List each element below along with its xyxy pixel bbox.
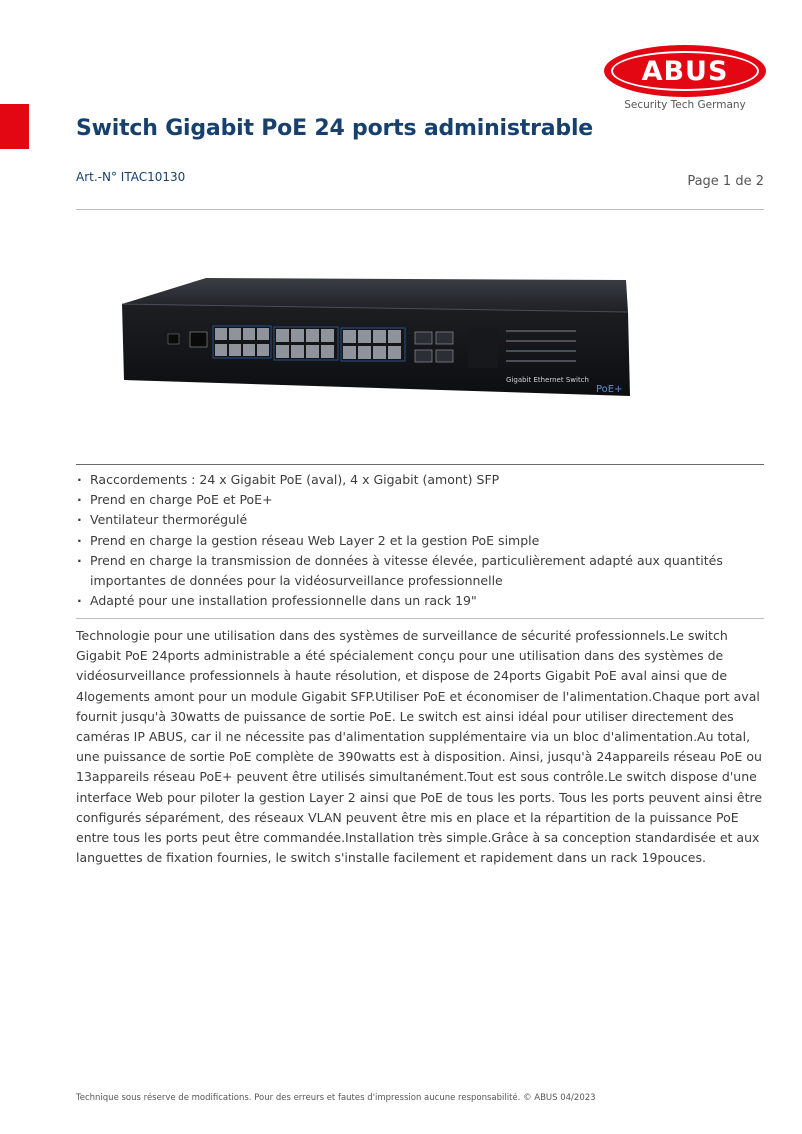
list-item: · Ventilateur thermorégulé bbox=[76, 510, 766, 530]
header-divider bbox=[76, 209, 764, 210]
product-description: Technologie pour une utilisation dans des systèmes de surveillance de sécurité professionnels.Le switch Gigabit PoE 24ports administrable a été spécialement conçu pour une utilisation dans des systèmes de vidéosurveillance professionnels à haute résolution, et dispose de 24ports Gigabit PoE aval ainsi que de 4logements amont pour un module Gigabit SFP.Utiliser PoE et économiser de l'alimentation.Chaque port aval fournit jusqu'à 30watts de puissance de sortie PoE. Le switch est ainsi idéal pour utiliser directement des caméras IP ABUS, car il ne nécessite pas d'alimentation supplémentaire via un bloc d'alimentation.Au total, une puissance de sortie PoE complète de 390watts est à disposition. Ainsi, jusqu'à 24appareils réseau PoE ou 13appareils réseau PoE+ peuvent être utilisés simultanément.Tout est sous contrôle.Le switch dispose d'une interface Web pour piloter la gestion Layer 2 ainsi que PoE de tous les ports. Tous les ports peuvent ainsi être configurés séparément, des réseaux VLAN peuvent être mis en place et la répartition de la puissance PoE entre tous les ports peut être commandée.Installation très simple.Grâce à sa conception standardisée et aux languettes de fixation fournies, le switch s'installe facilement et rapidement dans un rack 19pouces. bbox=[76, 628, 763, 866]
poe-badge: PoE+ bbox=[596, 384, 623, 395]
feature-divider bbox=[76, 618, 764, 619]
logo-tagline: Security Tech Germany bbox=[624, 99, 746, 111]
list-item: · Adapté pour une installation professionnelle dans un rack 19" bbox=[76, 591, 766, 611]
footer-disclaimer: Technique sous réserve de modifications. Pour des erreurs et fautes d'impression aucune responsabilité. © ABUS 04/2023 bbox=[76, 1093, 596, 1103]
logo-oval bbox=[604, 45, 766, 97]
article-number: Art.-N° ITAC10130 bbox=[76, 170, 186, 184]
feature-list bbox=[76, 470, 766, 611]
logo-inner-ring bbox=[611, 51, 759, 91]
image-divider bbox=[76, 464, 764, 465]
switch-product-image bbox=[118, 270, 638, 410]
list-item: · Raccordements : 24 x Gigabit PoE (aval), 4 x Gigabit (amont) SFP bbox=[76, 470, 766, 490]
page-title: Switch Gigabit PoE 24 ports administrable bbox=[76, 116, 594, 141]
list-item: · Prend en charge PoE et PoE+ bbox=[76, 490, 766, 510]
list-item: · Prend en charge la transmission de données à vitesse élevée, particulièrement adapté aux quantités importantes de données pour la vidéosurveillance professionnelle bbox=[76, 551, 766, 591]
list-item: · Prend en charge la gestion réseau Web Layer 2 et la gestion PoE simple bbox=[76, 531, 766, 551]
abus-logo bbox=[604, 45, 766, 115]
page-indicator: Page 1 de 2 bbox=[687, 174, 764, 189]
logo-text: ABUS bbox=[641, 55, 729, 87]
switch-label: Gigabit Ethernet Switch bbox=[506, 376, 589, 384]
red-accent-tab bbox=[0, 104, 29, 149]
